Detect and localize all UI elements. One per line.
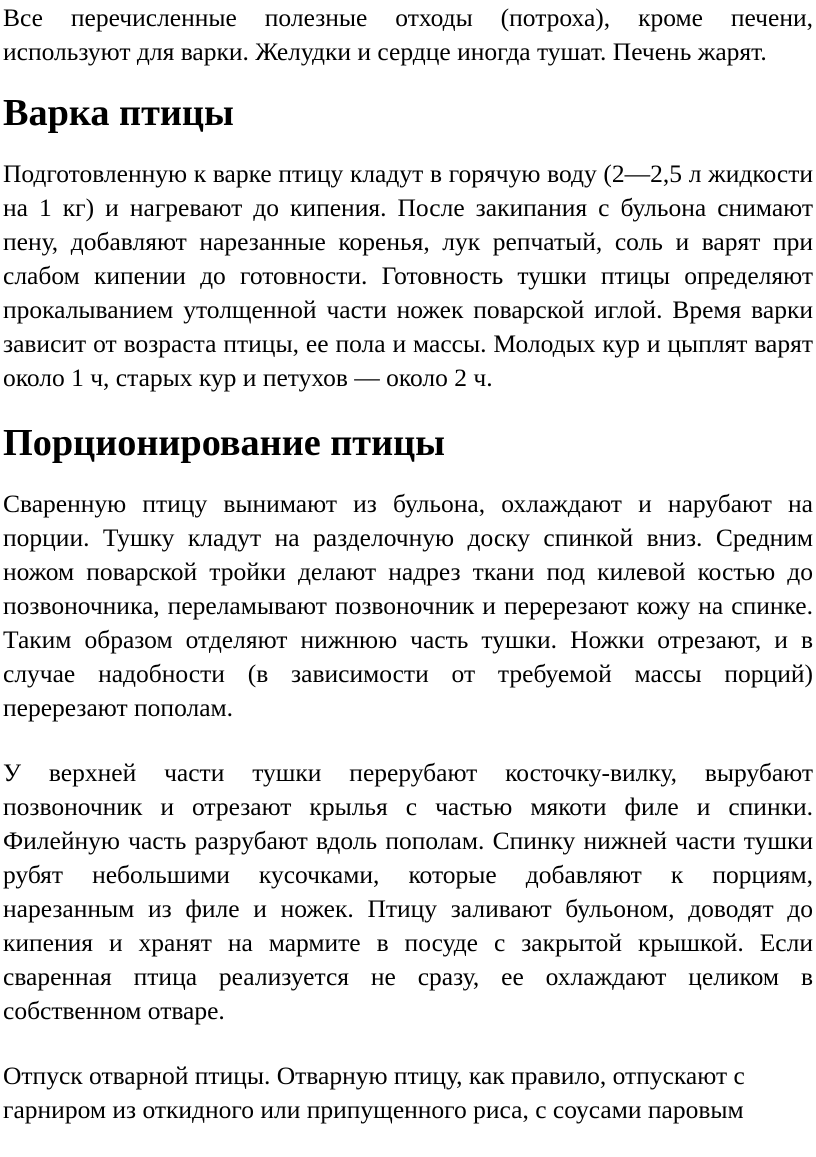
boiling-paragraph: Подготовленную к варке птицу кладут в горячую воду (2—2,5 л жидкости на 1 кг) и нагревают до кипения. После закипания с бульона снимают пену, добавляют нарезанные коренья, лук репчатый, соль и варят при слабом кипении до готовности. Готовность тушки птицы определяют прокалыванием утолщенной части ножек поварской иглой. Время варки зависит от возраста птицы, ее пола и массы. Молодых кур и цыплят варят около 1 ч, старых кур и петухов — около 2 ч.: [3, 159, 813, 392]
portioning-paragraph-1: Сваренную птицу вынимают из бульона, охлаждают и нарубают на порции. Тушку кладут на разделочную доску спинкой вниз. Средним ножом поварской тройки делают надрез ткани под килевой костью до позвоночника, переламывают позвоночник и перерезают кожу на спинке. Таким образом отделяют нижнюю часть тушки. Ножки отрезают, и в случае надобности (в зависимости от требуемой массы порций) перерезают пополам.: [3, 489, 813, 722]
intro-paragraph: Все перечисленные полезные отходы (потроха), кроме печени, используют для варки. Желудки и сердце иногда тушат. Печень жарят.: [3, 3, 813, 66]
section-heading-portioning: Порционирование птицы: [3, 422, 446, 464]
portioning-paragraph-3: Отпуск отварной птицы. Отварную птицу, как правило, отпускают с гарниром из откидного или припущенного риса, с соусами паровым: [3, 1061, 745, 1124]
portioning-paragraph-2: У верхней части тушки перерубают косточку-вилку, вырубают позвоночник и отрезают крылья с частью мякоти филе и спинки. Филейную часть разрубают вдоль пополам. Спинку нижней части тушки рубят небольшими кусочками, которые добавляют к порциям, нарезанным из филе и ножек. Птицу заливают бульоном, доводят до кипения и хранят на мармите в посуде с закрытой крышкой. Если сваренная птица реализуется не сразу, ее охлаждают целиком в собственном отваре.: [3, 758, 813, 1025]
section-heading-boiling: Варка птицы: [3, 92, 234, 134]
